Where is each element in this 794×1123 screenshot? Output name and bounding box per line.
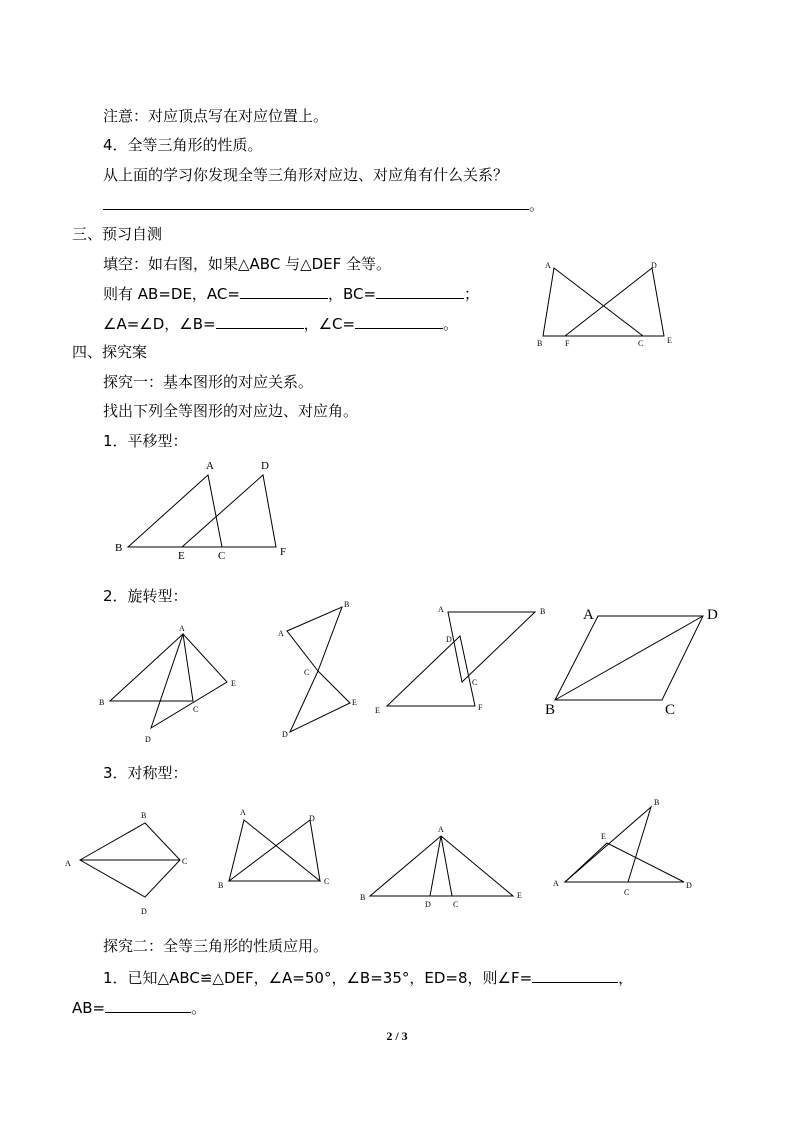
angle-c-blank[interactable] xyxy=(355,313,443,329)
label-A: A xyxy=(553,879,559,888)
label-B: B xyxy=(360,893,366,902)
section-4-title: 四、探究案 xyxy=(72,343,148,361)
label-C: C xyxy=(638,339,644,348)
label-B: B xyxy=(654,798,660,807)
label-A: A xyxy=(179,624,185,633)
label-B: B xyxy=(99,698,105,707)
label-D: D xyxy=(651,261,657,270)
label-E: E xyxy=(178,550,185,562)
label-C: C xyxy=(472,678,478,687)
label-A: A xyxy=(545,261,551,270)
label-C: C xyxy=(665,702,676,718)
section-4-heading: 4．全等三角形的性质。 xyxy=(103,136,263,154)
fill-line-3: ∠A=∠D，∠B= ，∠C= 。 xyxy=(103,315,459,333)
label-A: A xyxy=(278,629,284,638)
label-A: A xyxy=(583,607,594,623)
section-3-heading: 三、预习自测 xyxy=(72,225,163,243)
label-F: F xyxy=(280,546,287,558)
label-C: C xyxy=(324,877,330,886)
label-B: B xyxy=(545,702,556,718)
label-E: E xyxy=(667,336,672,345)
label-A: A xyxy=(206,460,214,472)
exercise-1: 1．已知△ABC≌△DEF，∠A=50°，∠B=35°，ED=8，则∠F= ， xyxy=(103,969,634,987)
label-D: D xyxy=(282,730,288,739)
label-D: D xyxy=(261,460,269,472)
rotate-figure-4 xyxy=(540,598,730,723)
label-E: E xyxy=(231,679,236,688)
label-C: C xyxy=(182,857,188,866)
label-C: C xyxy=(218,550,226,562)
angle-b-blank[interactable] xyxy=(216,313,304,329)
label-F: F xyxy=(565,339,570,348)
question-line: 从上面的学习你发现全等三角形对应边、对应角有什么关系？ xyxy=(103,166,509,184)
symmetric-figure-2 xyxy=(210,800,345,895)
label-D: D xyxy=(446,635,452,644)
label-B: B xyxy=(218,881,224,890)
label-E: E xyxy=(601,832,606,841)
fill-intro: 填空：如右图，如果△ABC 与△DEF 全等。 xyxy=(103,255,392,273)
label-B: B xyxy=(537,339,543,348)
label-C: C xyxy=(304,668,310,677)
rotate-figure-3 xyxy=(370,596,560,721)
ab-blank[interactable] xyxy=(105,997,191,1013)
symmetric-figure-4 xyxy=(550,793,710,903)
bc-blank[interactable] xyxy=(376,283,464,299)
label-B: B xyxy=(540,607,546,616)
label-D: D xyxy=(425,900,431,909)
label-C: C xyxy=(193,705,199,714)
symmetric-figure-3 xyxy=(355,818,535,913)
page-number: 2 / 3 xyxy=(386,1029,408,1043)
symmetric-figure-1 xyxy=(60,805,200,920)
answer-line xyxy=(103,194,544,215)
label-E: E xyxy=(375,706,380,715)
type-rotate: 2．旋转型： xyxy=(103,587,188,605)
label-B: B xyxy=(141,811,147,820)
label-D: D xyxy=(309,814,315,823)
rotate-figure-1 xyxy=(95,620,255,750)
label-D: D xyxy=(145,735,151,744)
angle-f-blank[interactable] xyxy=(532,967,618,983)
label-C: C xyxy=(453,900,459,909)
period: 。 xyxy=(529,196,545,214)
label-D: D xyxy=(141,907,147,916)
label-D: D xyxy=(707,607,718,623)
label-F: F xyxy=(478,703,483,712)
explore-1: 探究一：基本图形的对应关系。 xyxy=(103,373,314,391)
preview-figure xyxy=(530,252,690,352)
label-A: A xyxy=(240,808,246,817)
exercise-1-cont: AB= 。 xyxy=(72,999,207,1017)
label-E: E xyxy=(517,891,522,900)
explore-2: 探究二：全等三角形的性质应用。 xyxy=(103,937,329,955)
label-A: A xyxy=(438,605,444,614)
label-D: D xyxy=(686,881,692,890)
translate-figure xyxy=(110,455,300,565)
fill-line-2: 则有 AB=DE，AC= ，BC= ； xyxy=(103,285,480,303)
type-translate: 1．平移型： xyxy=(103,432,188,450)
label-B: B xyxy=(344,600,350,609)
label-A: A xyxy=(65,859,71,868)
label-C: C xyxy=(624,888,630,897)
explore-1-sub: 找出下列全等图形的对应边、对应角。 xyxy=(103,402,359,420)
ac-blank[interactable] xyxy=(240,283,328,299)
rotate-figure-2 xyxy=(270,596,370,741)
note-line: 注意：对应顶点写在对应位置上。 xyxy=(103,107,329,125)
type-symmetric: 3．对称型： xyxy=(103,764,188,782)
answer-blank[interactable] xyxy=(103,194,529,210)
label-B: B xyxy=(115,542,123,554)
label-A: A xyxy=(438,825,444,834)
label-E: E xyxy=(352,698,357,707)
